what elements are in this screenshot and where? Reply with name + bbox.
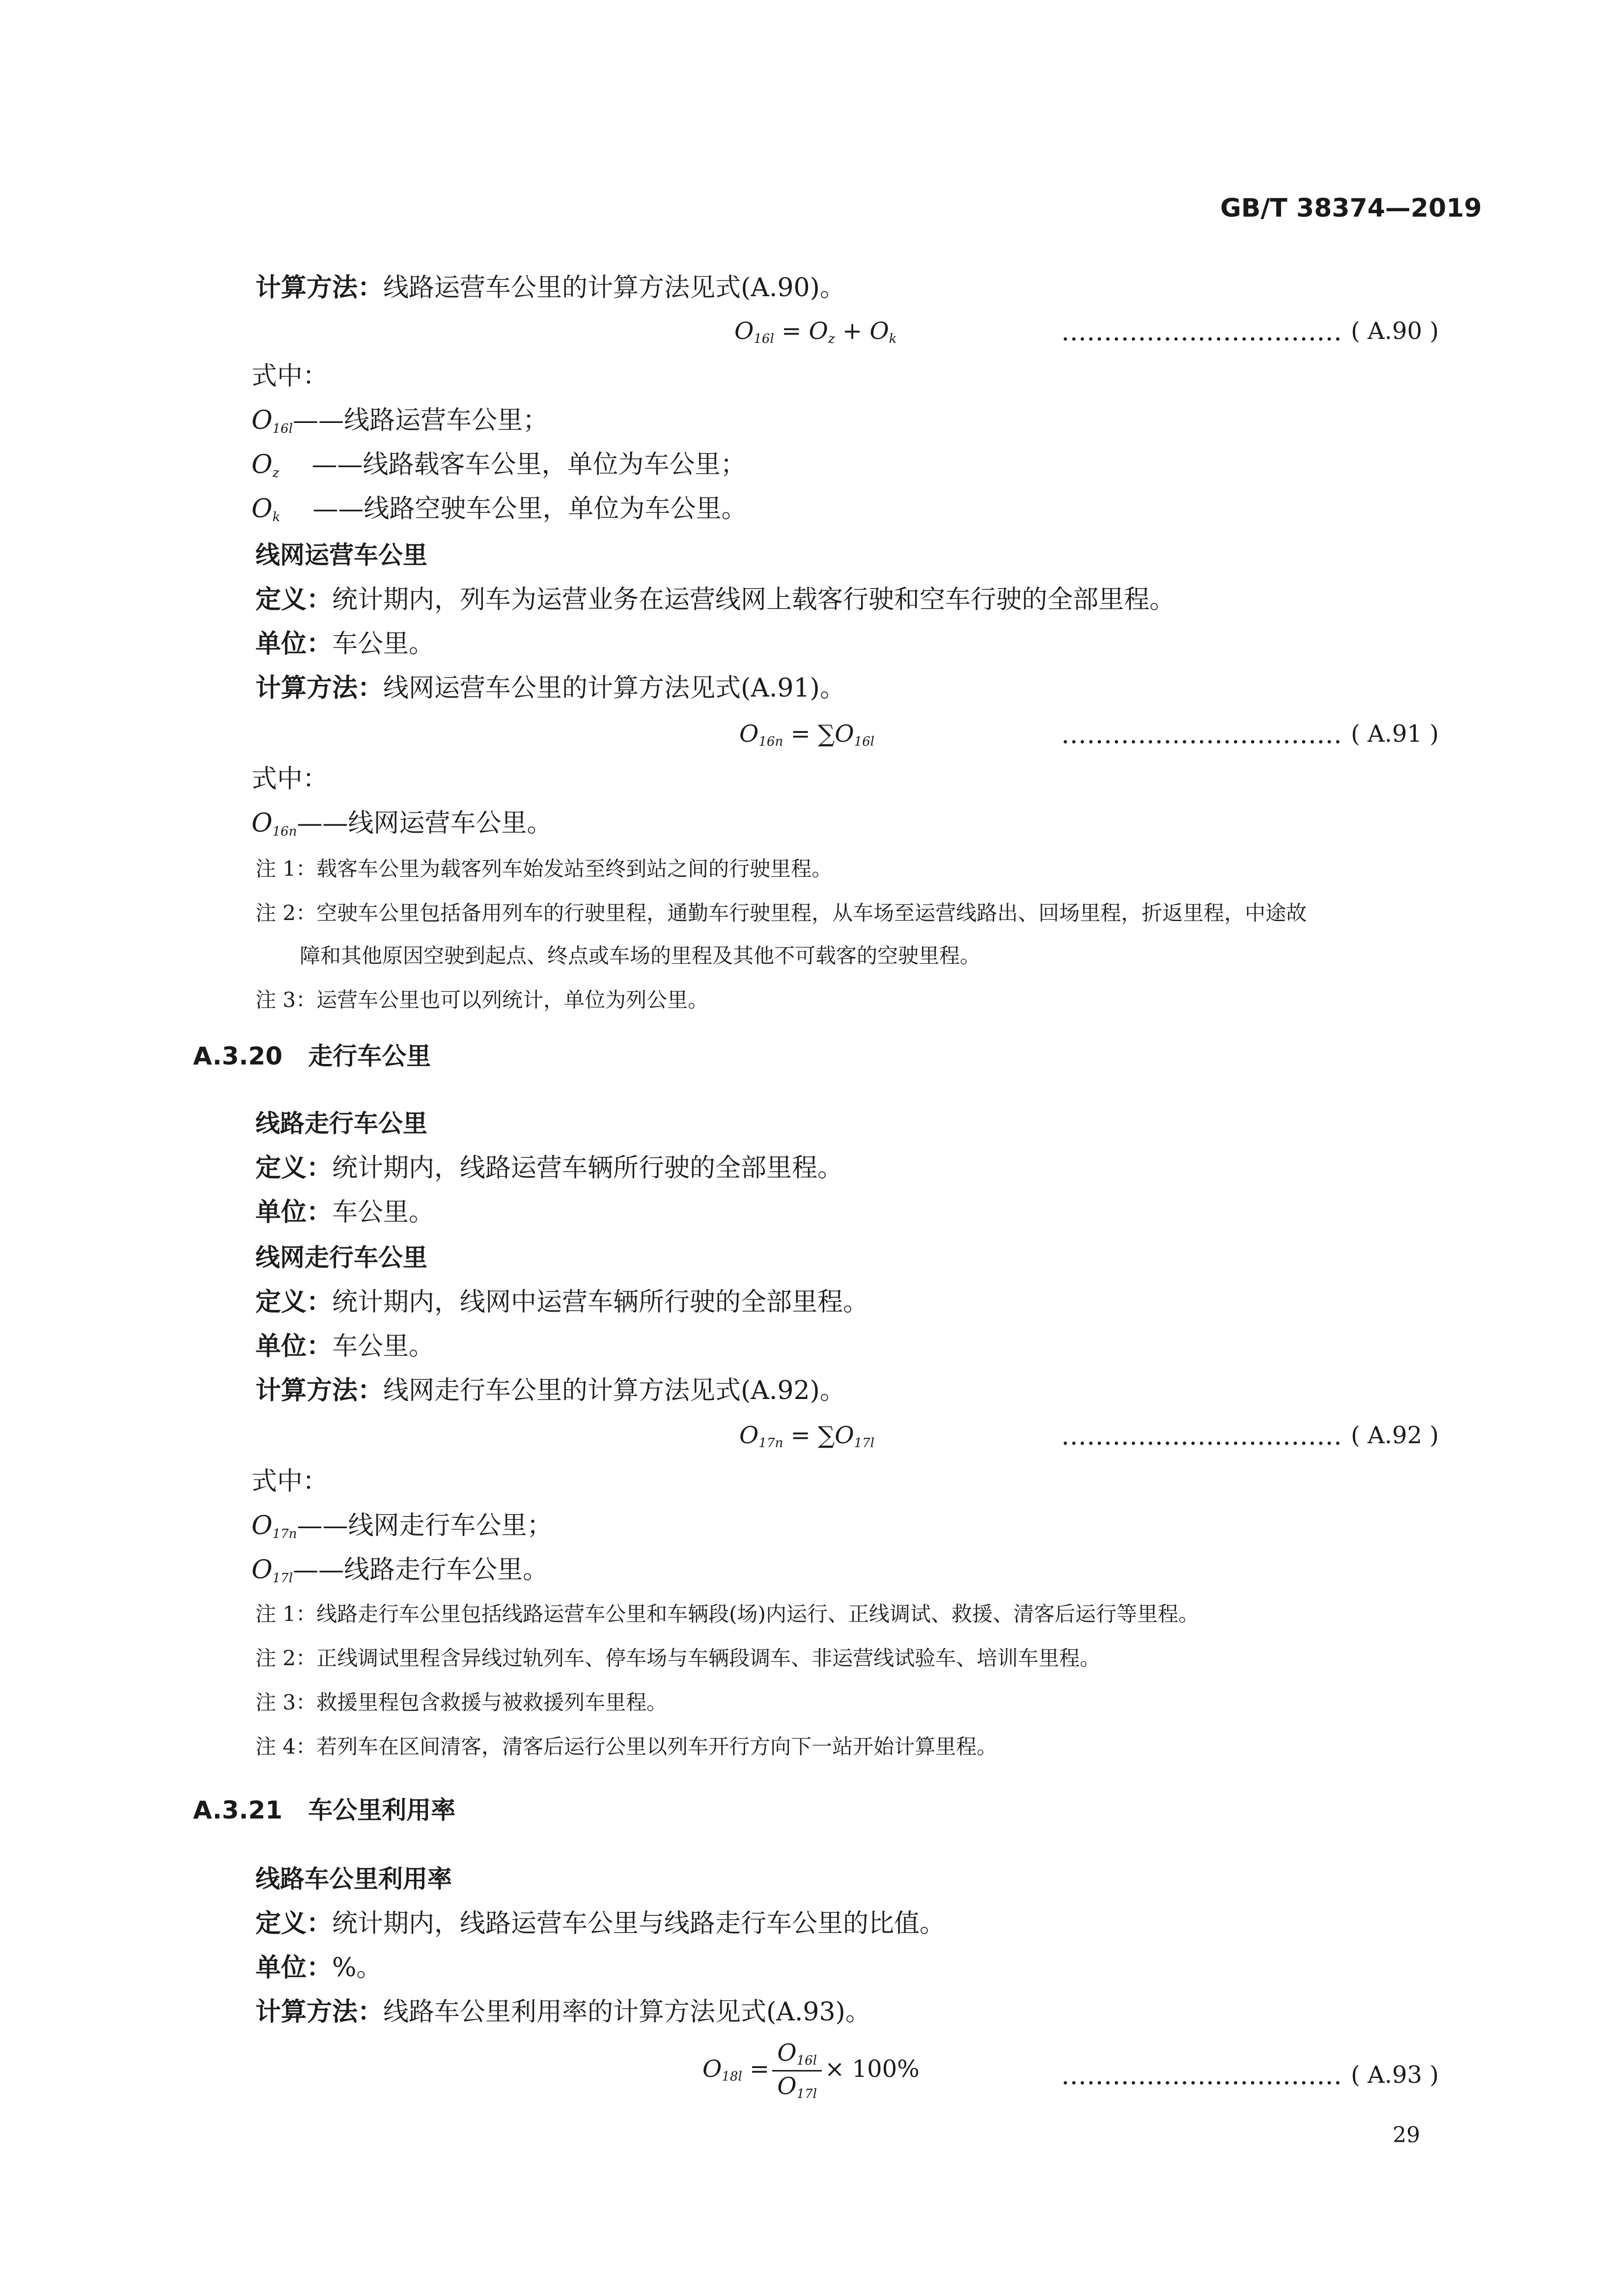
def-text: 统计期内，线路运营车公里与线路走行车公里的比值。: [332, 1909, 946, 1938]
variable-line: $O_k$ ——线路空驶车公里，单位为车公里。: [252, 494, 747, 525]
fraction: $\frac{O_{16l}}{O_{17l}}$: [772, 2041, 822, 2100]
note: 注 2：空驶车公里包括备用列车的行驶里程，通勤车行驶里程，从车场至运营线路出、回场里程，折返里程，中途故: [255, 901, 1307, 925]
unit-text: 车公里。: [332, 1332, 435, 1361]
standard-number: GB/T 38374—2019: [1220, 194, 1482, 223]
equation-label: ( A.91 ): [1351, 720, 1439, 748]
equation-label: ( A.92 ): [1351, 1422, 1439, 1449]
subsection-title: 线网运营车公里: [255, 541, 427, 569]
unit-text: 车公里。: [332, 629, 435, 659]
unit-label: 单位：: [255, 1198, 333, 1227]
note: 注 4：若列车在区间清客，清客后运行公里以列车开行方向下一站开始计算里程。: [255, 1735, 998, 1759]
calc-label: 计算方法：: [255, 1376, 384, 1405]
unit-line: [255, 1334, 434, 1359]
variable-desc: ——线网走行车公里；: [297, 1511, 553, 1540]
def-text: 统计期内，列车为运营业务在运营线网上载客行驶和空车行驶的全部里程。: [332, 585, 1176, 615]
calc-method-line: [255, 1999, 871, 2025]
calc-text: 线路车公里利用率的计算方法见式(A.93)。: [383, 1997, 871, 2027]
note-continuation: 障和其他原因空驶到起点、终点或车场的里程及其他不可载客的空驶里程。: [300, 944, 981, 968]
equation-label: ( A.90 ): [1351, 317, 1439, 345]
calc-label: 计算方法：: [255, 273, 384, 303]
variable-line: $O_z$ ——线路载客车公里，单位为车公里；: [252, 450, 746, 480]
variable-line: $O_{17l}——$线路走行车公里。: [252, 1555, 549, 1586]
where-label: 式中：: [252, 362, 329, 391]
variable-desc: ——线路运营车公里；: [293, 406, 549, 435]
section-title: 走行车公里: [308, 1042, 431, 1070]
unit-label: 单位：: [255, 629, 333, 659]
def-label: 定义：: [255, 1909, 333, 1938]
variable-line: $O_{16l}——$线路运营车公里；: [252, 406, 549, 436]
unit-line: [255, 1200, 434, 1225]
section-number: A.3.20: [193, 1042, 282, 1070]
variable-desc: ——线路空驶车公里，单位为车公里。: [312, 494, 747, 524]
definition-line: [255, 1289, 868, 1315]
where-label: 式中：: [252, 764, 329, 794]
unit-text: %。: [332, 1953, 382, 1983]
unit-label: 单位：: [255, 1953, 333, 1983]
def-label: 定义：: [255, 1287, 333, 1317]
def-text: 统计期内，线路运营车辆所行驶的全部里程。: [332, 1153, 843, 1183]
note: 注 2：正线调试里程含异线过轨列车、停车场与车辆段调车、非运营线试验车、培训车里程。: [255, 1646, 1101, 1670]
section-heading-a320: [193, 1044, 431, 1068]
note: 注 3：运营车公里也可以列统计，单位为列公里。: [255, 988, 709, 1012]
equation-leader-dots: ……………………………: [1061, 1422, 1342, 1451]
unit-line: [255, 1955, 382, 1981]
unit-text: 车公里。: [332, 1198, 435, 1227]
equation-a92: $O_{17n} = \sum O_{17l}$: [739, 1422, 874, 1451]
equation-a91: $O_{16n} = \sum O_{16l}$: [739, 720, 874, 749]
definition-line: [255, 1155, 843, 1181]
section-number: A.3.21: [193, 1796, 282, 1824]
def-label: 定义：: [255, 1153, 333, 1183]
subsection-title: 线路走行车公里: [255, 1109, 427, 1138]
section-heading-a321: [193, 1798, 455, 1822]
variable-desc: ——线网运营车公里。: [297, 809, 553, 838]
subsection-title: 线路车公里利用率: [255, 1865, 452, 1893]
variable-line: $O_{16n}——$线网运营车公里。: [252, 809, 553, 839]
note: 注 1：载客车公里为载客列车始发站至终到站之间的行驶里程。: [255, 857, 833, 881]
calc-method-line: [255, 675, 845, 701]
calc-text: 线路运营车公里的计算方法见式(A.90)。: [383, 273, 845, 303]
note: 注 1：线路走行车公里包括线路运营车公里和车辆段(场)内运行、正线调试、救援、清客后运行等里程。: [255, 1602, 1199, 1626]
variable-desc: ——线路载客车公里，单位为车公里；: [311, 450, 746, 479]
equation-a90: $O_{16l} = O_z + O_k$: [734, 317, 897, 346]
def-text: 统计期内，线网中运营车辆所行驶的全部里程。: [332, 1287, 869, 1317]
definition-line: [255, 587, 1175, 613]
calc-label: 计算方法：: [255, 673, 384, 703]
equation-a93: $O_{18l}$ = $\frac{O_{16l}}{O_{17l}}$ × 100%: [702, 2039, 920, 2101]
calc-text: 线网走行车公里的计算方法见式(A.92)。: [383, 1376, 845, 1405]
section-title: 车公里利用率: [308, 1796, 456, 1824]
unit-label: 单位：: [255, 1332, 333, 1361]
page-number: 29: [1393, 2123, 1420, 2148]
variable-line: $O_{17n}——$线网走行车公里；: [252, 1511, 553, 1541]
equation-leader-dots: ……………………………: [1061, 317, 1342, 347]
variable-desc: ——线路走行车公里。: [293, 1555, 549, 1585]
equation-label: ( A.93 ): [1351, 2061, 1439, 2089]
calc-label: 计算方法：: [255, 1997, 384, 2027]
note: 注 3：救援里程包含救援与被救援列车里程。: [255, 1690, 668, 1714]
equation-leader-dots: ……………………………: [1061, 720, 1342, 750]
where-label: 式中：: [252, 1467, 329, 1496]
equation-leader-dots: ……………………………: [1061, 2061, 1342, 2091]
calc-text: 线网运营车公里的计算方法见式(A.91)。: [383, 673, 845, 703]
subsection-title: 线网走行车公里: [255, 1243, 427, 1272]
definition-line: [255, 1911, 945, 1936]
calc-method-line: [255, 1378, 845, 1403]
def-label: 定义：: [255, 585, 333, 615]
calc-method-line: [255, 275, 845, 301]
unit-line: [255, 631, 434, 657]
